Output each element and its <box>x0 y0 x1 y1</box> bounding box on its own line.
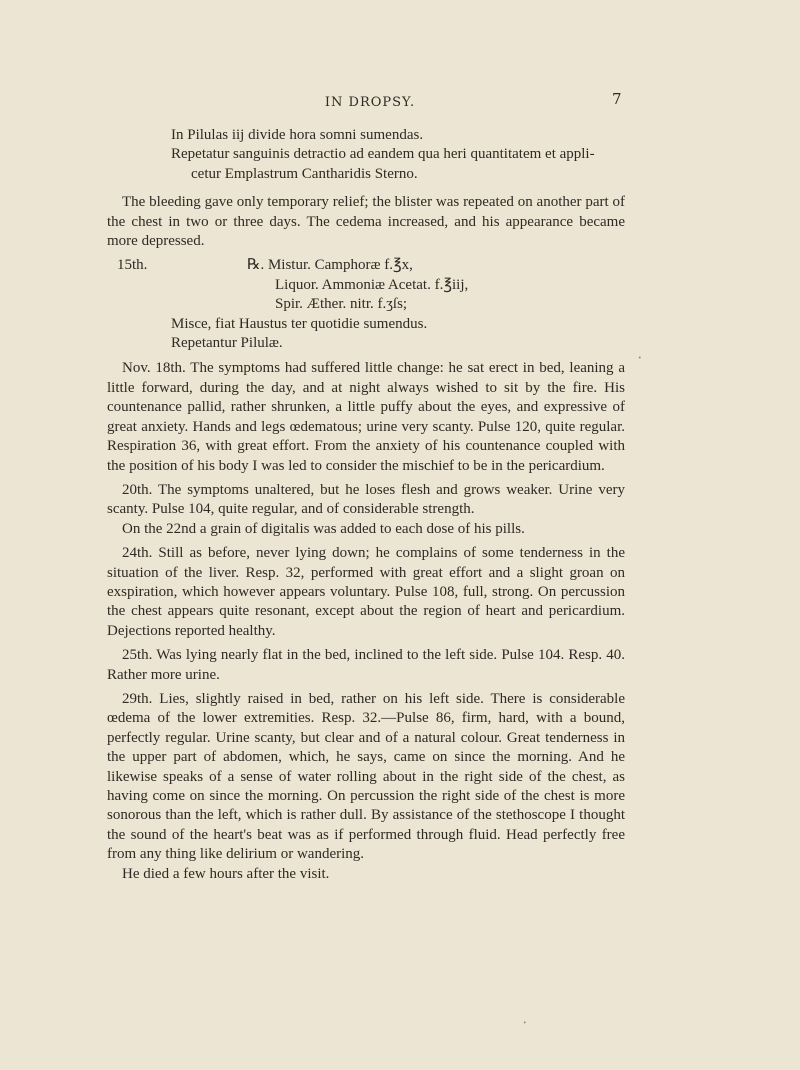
prescription-block <box>107 256 625 353</box>
case-entry: Nov. 18th. The symptoms had suffered little change: he sat erect in bed, leaning a little forward, during the day, and at night always wished to sit by the fire. His countenance pallid, rather shrunken, a little puffy about the eyes, and expressive of great anxiety. Hands and legs œdematous; urine very scanty. Pulse 120, quite regular. Respiration 36, with great effort. From the anxiety of his countenance coupled with the position of his body I was led to consider the mischief to be in the pericardium. <box>107 360 625 474</box>
prescription-line: cetur Emplastrum Cantharidis Sterno. <box>191 165 418 182</box>
case-entry: 29th. Lies, slightly raised in bed, rather on his left side. There is considerable œdema of the lower extremities. Resp. 32.—Pulse 86, firm, hard, with a bound, perfectly regular. Urine scanty, but clear and of a natural colour. Great tenderness in the upper part of abdomen, which, he says, came on since the morning. And he likewise speaks of a sense of water rolling about in the right side of the chest, as having come on since the morning. On percussion the right side of the chest is more sonorous than the left, which is rather dull. By assistance of the stethoscope I thought the sound of the heart's beat was as if performed through fluid. Head perfectly free from any thing like delirium or wandering. <box>107 690 625 863</box>
prescription-item: Spir. Æther. nitr. f.ʒſs; <box>275 296 408 313</box>
prescription-line: Misce, fiat Haustus ter quotidie sumendus. <box>171 315 428 332</box>
prescription-item: Liquor. Ammoniæ Acetat. f.℥iij, <box>275 276 469 293</box>
paper-speck: • <box>638 355 642 362</box>
prescription-item: ℞. Mistur. Camphoræ f.℥x, <box>247 257 413 274</box>
running-head: IN DROPSY. <box>324 95 416 110</box>
body-text <box>107 126 625 889</box>
prescription-line: In Pilulas iij divide hora somni sumendas. <box>171 127 424 143</box>
case-entry: 24th. Still as before, never lying down; he complains of some tenderness in the situation of the liver. Resp. 32, performed with great effort and a slight groan on exspiration, which however appears voluntary. Pulse 108, full, strong. On percussion the chest appears quite resonant, except about the region of heart and pericardium. Dejections reported healthy. <box>107 545 625 639</box>
case-entry: 25th. Was lying nearly flat in the bed, inclined to the left side. Pulse 104. Resp. 40. Rather more urine. <box>107 647 625 683</box>
case-entry: He died a few hours after the visit. <box>122 865 330 882</box>
prescription-line: Repetantur Pilulæ. <box>171 335 283 352</box>
page-number: 7 <box>612 90 622 108</box>
case-entry: 20th. The symptoms unaltered, but he loses flesh and grows weaker. Urine very scanty. Pulse 104, quite regular, and of considerable strength. <box>107 481 625 518</box>
paper-speck: • <box>523 1020 527 1027</box>
paragraph: The bleeding gave only temporary relief; the blister was repeated on another part of the chest in two or three days. The cedema increased, and his appearance became more depressed. <box>107 194 625 250</box>
prescription-date: 15th. <box>117 257 148 274</box>
prescription-line: Repetatur sanguinis detractio ad eandem qua heri quantitatem et appli- <box>171 146 595 163</box>
case-entry: On the 22nd a grain of digitalis was added to each dose of his pills. <box>122 520 525 537</box>
